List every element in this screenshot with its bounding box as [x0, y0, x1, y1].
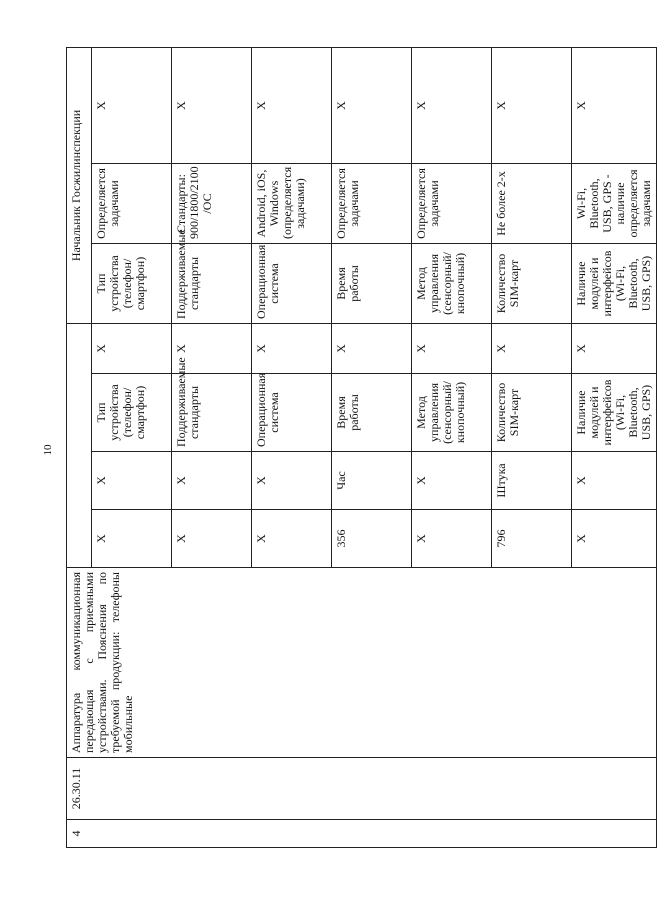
- characteristic-limit: X: [492, 47, 572, 163]
- page-number: 10: [42, 444, 54, 456]
- characteristic-flag: X: [172, 324, 252, 374]
- characteristic-limit: X: [412, 47, 492, 163]
- characteristic-value: Определяется задачами: [412, 164, 492, 244]
- characteristic-name-head: Поддерживаемые стандарты: [172, 244, 252, 324]
- characteristic-name-head: Операционная система: [252, 244, 332, 324]
- characteristic-value: Android, iOS, Windows (определяется задачами): [252, 164, 332, 244]
- unit-name: X: [92, 452, 172, 510]
- characteristic-name-head: Количество SIM-карт: [492, 244, 572, 324]
- characteristic-limit: X: [172, 47, 252, 163]
- characteristic-limit: X: [252, 47, 332, 163]
- characteristic-name: Тип устройства (телефон/смартфон): [92, 374, 172, 452]
- characteristic-name: Метод управления (сенсорный/кнопочный): [412, 374, 492, 452]
- characteristic-flag: X: [412, 324, 492, 374]
- row-number: 4: [67, 820, 657, 848]
- okei-code: 356: [332, 510, 412, 568]
- characteristic-flag: X: [492, 324, 572, 374]
- characteristic-name: Время работы: [332, 374, 412, 452]
- rotated-table-container: [66, 48, 653, 848]
- okei-code: X: [92, 510, 172, 568]
- unit-name: X: [172, 452, 252, 510]
- okei-code: 796: [492, 510, 572, 568]
- characteristic-name: Операционная система: [252, 374, 332, 452]
- okei-code: X: [252, 510, 332, 568]
- unit-name: X: [412, 452, 492, 510]
- unit-name: X: [572, 452, 657, 510]
- characteristic-value: Определяется задачами: [92, 164, 172, 244]
- characteristic-name-head: Тип устройства (телефон/смартфон): [92, 244, 172, 324]
- okei-code: X: [572, 510, 657, 568]
- unit-name: Штука: [492, 452, 572, 510]
- characteristic-name: Количество SIM-карт: [492, 374, 572, 452]
- characteristic-limit: X: [572, 47, 657, 163]
- okpd2-code: 26.30.11: [67, 758, 657, 820]
- characteristic-flag: X: [572, 324, 657, 374]
- unit-name: Час: [332, 452, 412, 510]
- section-header: Начальник Госжилинспекции: [67, 47, 92, 323]
- characteristic-value: Не более 2-х: [492, 164, 572, 244]
- procurement-table: [66, 47, 657, 848]
- characteristic-name-head: Время работы: [332, 244, 412, 324]
- characteristic-value: Стандарты: 900/1800/2100 /ОС: [172, 164, 252, 244]
- okei-code: X: [172, 510, 252, 568]
- characteristic-name-head: Метод управления (сенсорный/кнопочный): [412, 244, 492, 324]
- characteristic-flag: X: [92, 324, 172, 374]
- characteristic-name-head: Наличие модулей и интерфейсов (Wi-Fi, Bluetooth, USB, GPS): [572, 244, 657, 324]
- product-description: Аппаратура коммуникационная передающая с приемными устройствами. Пояснения по требуемой продукции: телефоны мобильные: [67, 568, 657, 758]
- characteristic-limit: X: [332, 47, 412, 163]
- characteristic-limit: X: [92, 47, 172, 163]
- okei-code: X: [412, 510, 492, 568]
- characteristic-flag: X: [252, 324, 332, 374]
- characteristic-value: Определяется задачами: [332, 164, 412, 244]
- characteristic-value: Wi-Fi, Bluetooth, USB, GPS - наличие определяется задачами: [572, 164, 657, 244]
- unit-name: X: [252, 452, 332, 510]
- characteristic-name: Поддерживаемые стандарты: [172, 374, 252, 452]
- characteristic-flag: X: [332, 324, 412, 374]
- characteristic-name: Наличие модулей и интерфейсов (Wi-Fi, Bluetooth, USB, GPS): [572, 374, 657, 452]
- table-header-row: [67, 47, 92, 847]
